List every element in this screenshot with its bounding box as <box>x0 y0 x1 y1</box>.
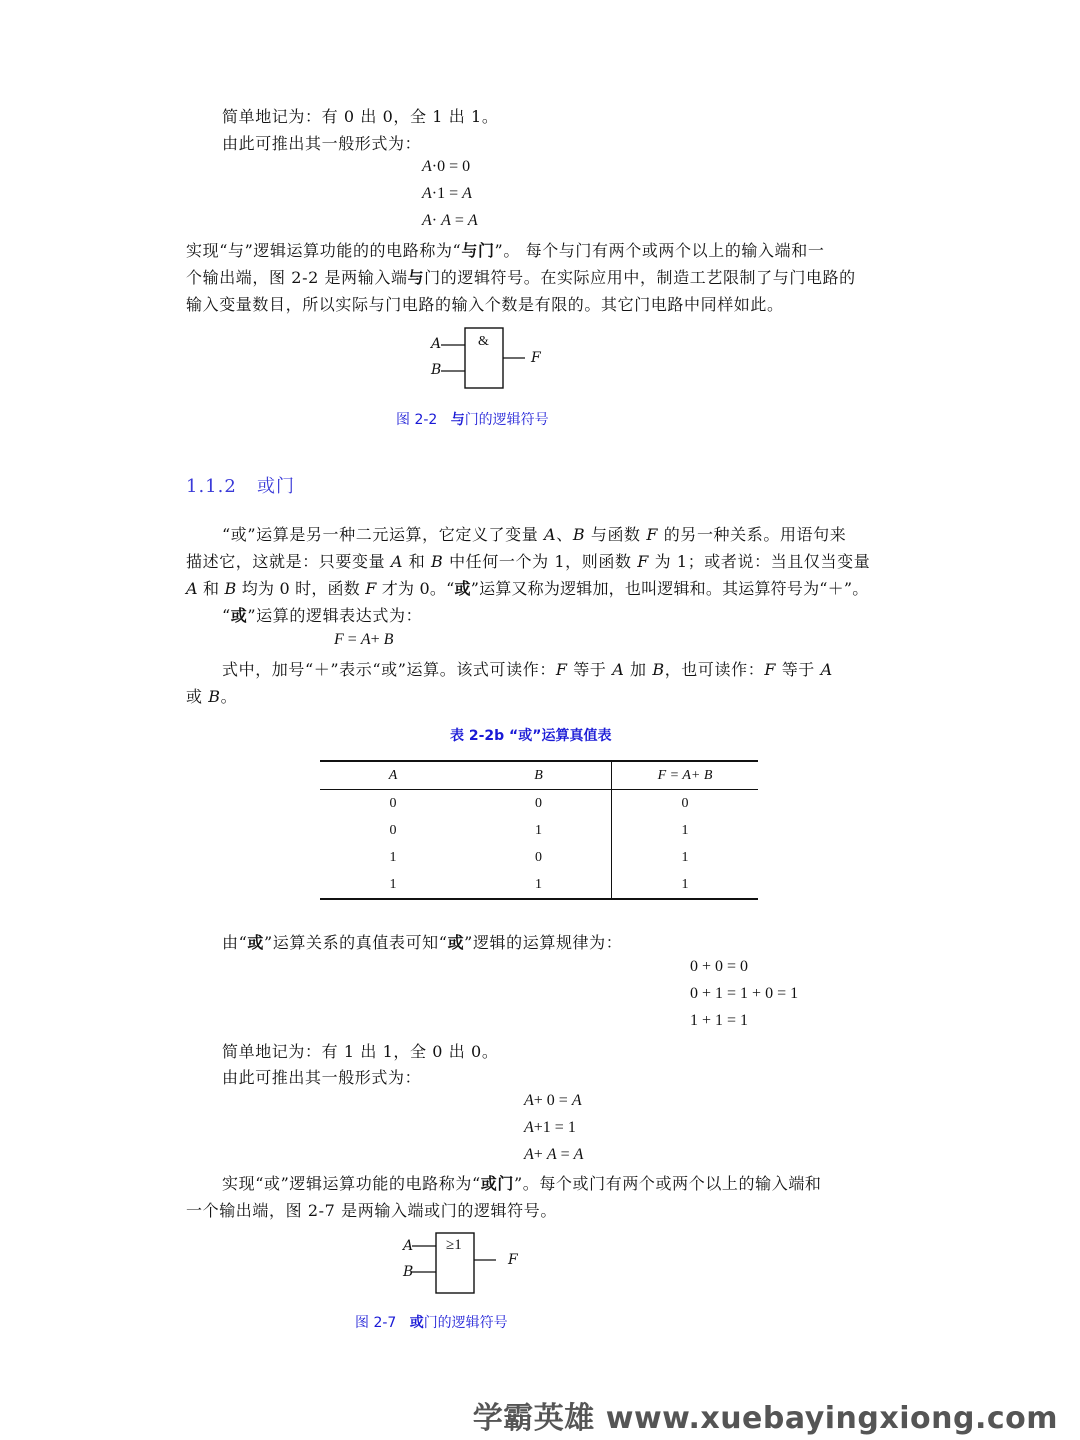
and-gate-input-a: A <box>431 336 442 352</box>
table-row <box>320 790 758 818</box>
or-rule-2: 0 + 1 = 1 + 0 = 1 <box>690 985 799 1002</box>
or-para-line-2: 描述它，这就是：只要变量 A 和 B 中任何一个为 1，则函数 F 为 1；或者说：当且仅当变量 <box>186 552 871 571</box>
or-reading-line-1: 式中，加号“＋”表示“或”运算。该式可读作：F 等于 A 加 B，也可读作：F 等于 A <box>222 660 833 679</box>
cell: 0 <box>389 822 397 838</box>
cell: 1 <box>389 849 397 865</box>
cell: 1 <box>612 817 759 844</box>
and-gate-output: F <box>531 350 541 366</box>
table-row <box>320 817 758 844</box>
or-para-line-3: A 和 B 均为 0 时，函数 F 才为 0。“或”运算又称为逻辑加，也叫逻辑和。其运算符号为“＋”。 <box>186 579 869 598</box>
section-heading: 1.1.2 或门 <box>186 476 295 497</box>
col-header-f: F = A+ B <box>612 761 759 790</box>
or-expression: F = A+ B <box>334 631 394 648</box>
or-rule-1: 0 + 0 = 0 <box>690 958 749 975</box>
cell: 0 <box>389 795 397 811</box>
cell: 0 <box>535 795 542 811</box>
and-gate-para-line-1: 实现“与”逻辑运算功能的的电路称为“与门”。 每个与门有两个或两个以上的输入端和一 <box>186 241 825 260</box>
and-general-intro: 由此可推出其一般形式为： <box>222 134 422 153</box>
or-gate-input-b: B <box>403 1264 414 1280</box>
or-para-line-1: “或”运算是另一种二元运算，它定义了变量 A、B 与函数 F 的另一种关系。用语句来 <box>222 525 847 544</box>
or-gate-symbol-label: ≥1 <box>446 1237 462 1253</box>
cell: 1 <box>612 871 759 899</box>
table-row <box>320 871 758 899</box>
cell: 1 <box>535 822 542 838</box>
and-gate-figure-caption: 图 2-2 与门的逻辑符号 <box>396 412 549 428</box>
truth-table-header <box>320 761 758 790</box>
and-formula-3: A· A = A <box>422 212 478 229</box>
or-gate-figure-caption: 图 2-7 或门的逻辑符号 <box>355 1315 508 1331</box>
cell: 0 <box>612 790 759 818</box>
or-general-intro: 由此可推出其一般形式为： <box>222 1068 422 1087</box>
and-gate-symbol-label: & <box>478 334 489 349</box>
or-rule-3: 1 + 1 = 1 <box>690 1012 749 1029</box>
or-formula-3: A+ A = A <box>524 1146 584 1163</box>
or-gate-para-line-1: 实现“或”逻辑运算功能的电路称为“或门”。每个或门有两个或两个以上的输入端和 <box>222 1174 822 1193</box>
and-gate-input-b: B <box>431 362 442 378</box>
or-gate-para-line-2: 一个输出端，图 2-7 是两输入端或门的逻辑符号。 <box>186 1201 557 1220</box>
or-simple-rule: 简单地记为：有 1 出 1，全 0 出 0。 <box>222 1042 499 1061</box>
or-reading-line-2: 或 B。 <box>186 687 238 706</box>
table-caption: 表 2-2b “或”运算真值表 <box>450 728 612 744</box>
or-expression-intro: “或”运算的逻辑表达式为： <box>222 606 423 625</box>
and-gate-para-line-2: 个输出端，图 2-2 是两输入端与门的逻辑符号。在实际应用中，制造工艺限制了与门电路的 <box>186 268 856 287</box>
or-formula-2: A+1 = 1 <box>524 1119 576 1136</box>
cell: 1 <box>320 871 466 899</box>
or-gate-output: F <box>508 1252 518 1268</box>
or-rule-intro: 由“或”运算关系的真值表可知“或”逻辑的运算规律为： <box>222 933 623 952</box>
cell: 1 <box>466 871 612 899</box>
or-formula-1: A+ 0 = A <box>524 1092 582 1109</box>
and-formula-1: A·0 = 0 <box>422 158 471 175</box>
table-row <box>320 844 758 871</box>
cell: 0 <box>535 849 542 865</box>
and-simple-rule: 简单地记为：有 0 出 0，全 1 出 1。 <box>222 107 499 126</box>
or-truth-table <box>320 760 758 900</box>
or-gate-input-a: A <box>403 1238 414 1254</box>
cell: 1 <box>612 844 759 871</box>
watermark: 学霸英雄 www.xuebayingxiong.com <box>472 1401 1058 1436</box>
and-gate-para-line-3: 输入变量数目，所以实际与门电路的输入个数是有限的。其它门电路中同样如此。 <box>186 295 784 314</box>
and-formula-2: A·1 = A <box>422 185 472 202</box>
col-header-b: B <box>466 761 612 790</box>
col-header-a: A <box>320 761 466 790</box>
